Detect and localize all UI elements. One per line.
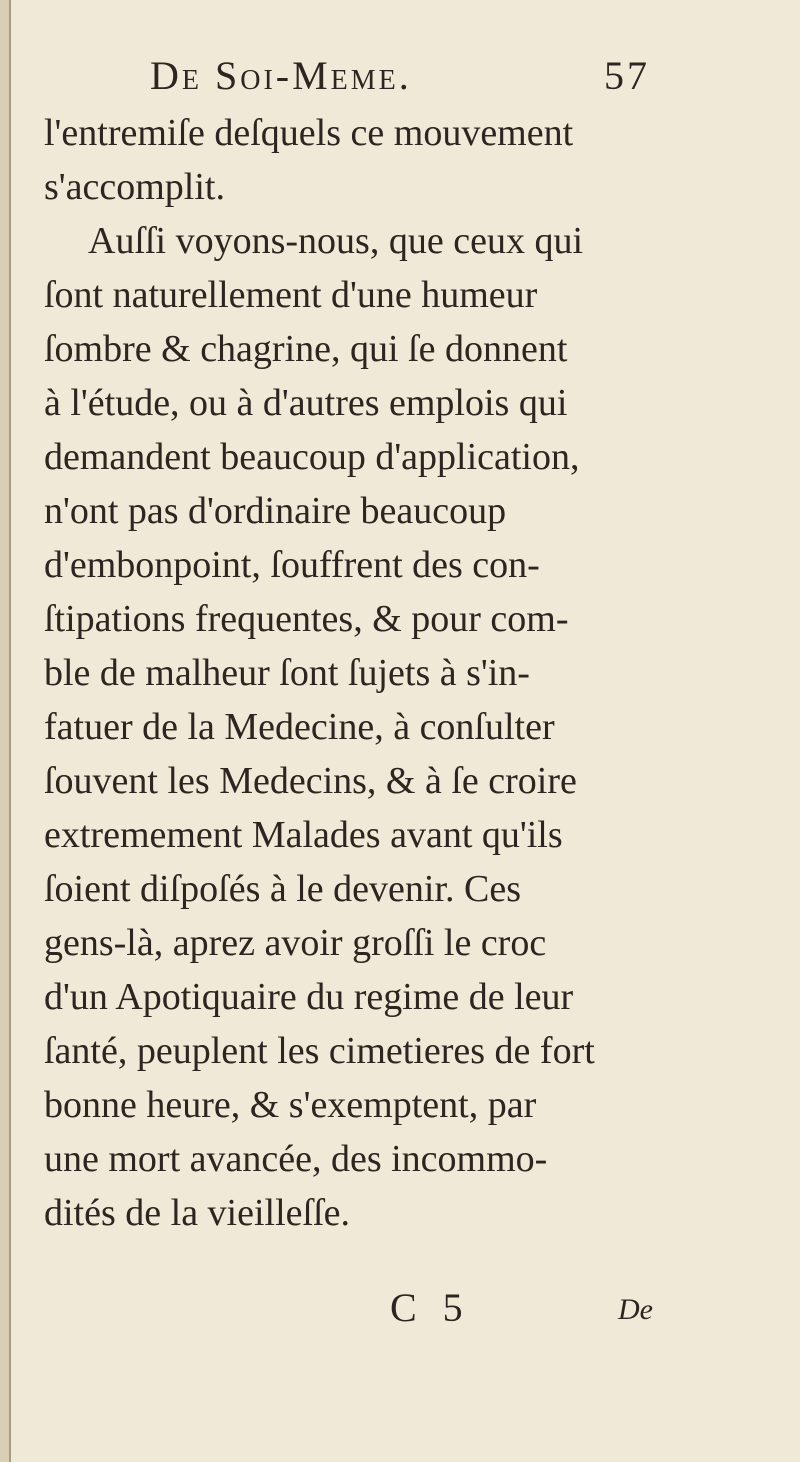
text-line: ble de malheur ſont ſujets à s'in- — [44, 652, 530, 694]
text-line: bonne heure, & s'exemptent, par — [44, 1084, 537, 1126]
text-line: n'ont pas d'ordinaire beaucoup — [44, 490, 507, 532]
text-line: extremement Malades avant qu'ils — [44, 814, 563, 856]
text-line: demandent beaucoup d'application, — [44, 436, 580, 478]
text-line: ſanté, peuplent les cimetieres de fort — [44, 1030, 595, 1072]
text-line: gens-là, aprez avoir groſſi le croc — [44, 922, 547, 964]
text-line: d'un Apotiquaire du regime de leur — [44, 976, 574, 1018]
text-line: ſouvent les Medecins, & à ſe croire — [44, 760, 577, 802]
running-head — [150, 48, 650, 104]
text-line: fatuer de la Medecine, à conſulter — [44, 706, 555, 748]
page-number: 57 — [604, 53, 650, 98]
body-text — [44, 106, 674, 1240]
signature-mark: C 5 — [390, 1285, 471, 1330]
text-line: s'accomplit. — [44, 166, 225, 208]
text-line: d'embonpoint, ſouffrent des con- — [44, 544, 540, 586]
catchword: De — [618, 1293, 653, 1326]
text-line: ſoient diſpoſés à le devenir. Ces — [44, 868, 522, 910]
text-line: ſtipations frequentes, & pour com- — [44, 598, 569, 640]
text-line: ſont naturellement d'une humeur — [44, 274, 538, 316]
text-line: l'entremiſe deſquels ce mouvement — [44, 112, 574, 154]
running-head-title: De Soi-Meme. — [150, 53, 412, 98]
paragraph-start-line: Auſſi voyons-nous, que ceux qui — [88, 220, 584, 262]
text-line: à l'étude, ou à d'autres emplois qui — [44, 382, 568, 424]
text-line: une mort avancée, des incommo- — [44, 1138, 548, 1180]
text-line: dités de la vieilleſſe. — [44, 1192, 351, 1234]
text-line: ſombre & chagrine, qui ſe donnent — [44, 328, 568, 370]
